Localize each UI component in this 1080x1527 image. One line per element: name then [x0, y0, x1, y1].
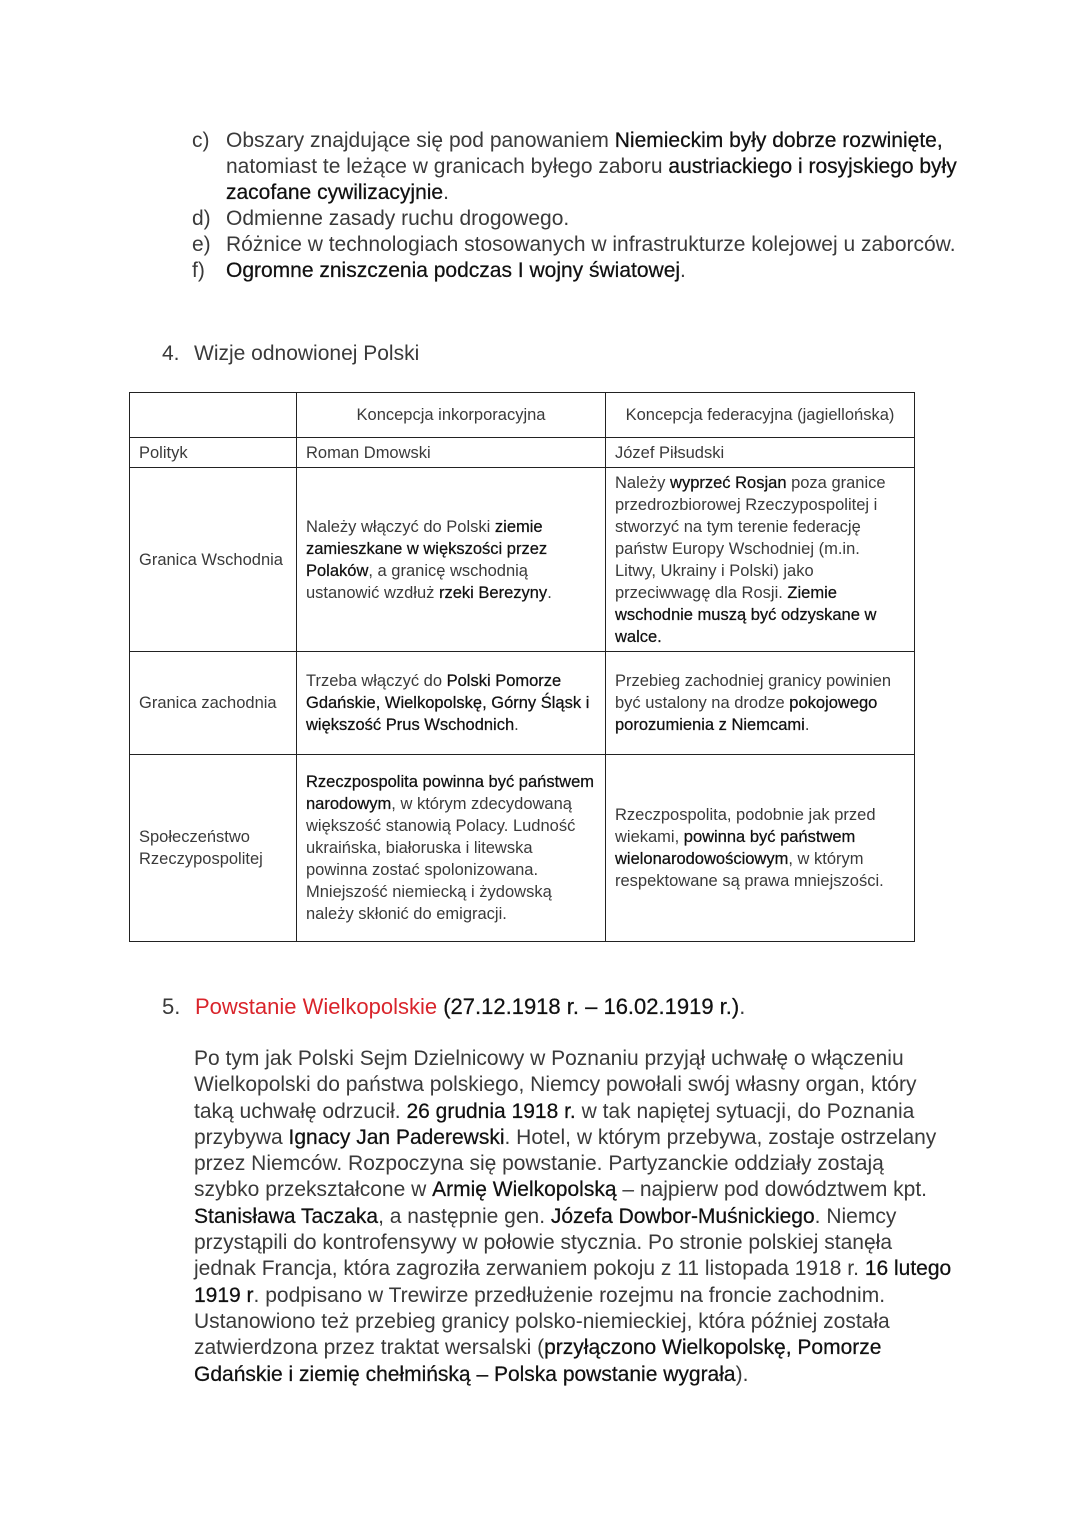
row-label: Granica zachodnia — [130, 652, 297, 755]
reasons-list — [192, 128, 962, 284]
bold-text: Rzeczpospolita powinna być państwem narodowym — [306, 773, 594, 813]
cell-incorporation — [297, 438, 606, 468]
section-4-heading — [162, 341, 419, 367]
bold-text: przyłączono Wielkopolskę, Pomorze Gdańskie i ziemię chełmińską – Polska powstanie wygrała — [194, 1336, 882, 1386]
text-run: , a następnie gen. — [378, 1204, 551, 1228]
text-run: . — [514, 716, 519, 734]
text-run: Odmienne zasady ruchu drogowego. — [226, 207, 570, 230]
text-run: Przebieg zachodniej granicy powinien być ustalony na drodze — [615, 672, 892, 712]
text-run: Po tym jak Polski Sejm Dzielnicowy w Poznaniu przyjął uchwałę o włączeniu Wielkopolski do państwa polskiego, Niemcy powołali swój własny organ, który taką uchwałę odrzucił. — [194, 1047, 917, 1123]
text-run: Obszary znajdujące się pod panowaniem — [226, 129, 615, 152]
text-run: , w którym respektowane są prawa mniejszości. — [615, 850, 884, 890]
text-run: , a granicę wschodnią ustanowić wzdłuż — [306, 561, 528, 602]
bold-text: Armię Wielkopolską — [432, 1178, 617, 1202]
bold-text: Polski Pomorze Gdańskie, Wielkopolskę, Górny Śląsk i większość Prus Wschodnich — [306, 672, 590, 734]
bold-text: austriackiego i rosyjskiego były zacofane cywilizacyjnie — [226, 155, 957, 204]
text-run: . Hotel, w którym przebywa, zostaje ostrzelany przez Niemców. Rozpoczyna się powstanie. Partyzanckie oddziały zostają szybko przekształcone w — [194, 1125, 937, 1202]
row-label: Granica Wschodnia — [130, 468, 297, 652]
table-row — [130, 652, 915, 755]
row-label: Społeczeństwo Rzeczypospolitej — [130, 755, 297, 942]
cell-federation — [606, 438, 915, 468]
table-row — [130, 468, 915, 652]
list-marker: f) — [192, 259, 205, 282]
bold-text: wyprzeć Rosjan — [670, 473, 787, 492]
section-title-dates: (27.12.1918 r. – 16.02.1919 r.) — [437, 994, 740, 1019]
header-cell-empty — [130, 393, 297, 438]
text-run: Roman Dmowski — [306, 443, 431, 462]
text-run: Rzeczpospolita, podobnie jak przed wiekami, — [615, 806, 876, 846]
list-item — [192, 258, 962, 284]
list-item — [192, 206, 962, 232]
bold-text: Ignacy Jan Paderewski — [288, 1125, 505, 1149]
text-run: Józef Piłsudski — [615, 443, 725, 462]
visions-table — [129, 392, 915, 942]
section-number: 5. — [162, 994, 181, 1019]
bold-text: rzeki Berezyny — [438, 583, 548, 602]
section-title-highlight: Powstanie Wielkopolskie — [195, 994, 438, 1019]
bold-text: Stanisława Taczaka — [194, 1204, 379, 1228]
text-run: Różnice w technologiach stosowanych w infrastrukturze kolejowej u zaborców. — [226, 233, 956, 256]
list-marker: e) — [192, 233, 211, 256]
cell-federation — [606, 652, 915, 755]
bold-text: 16 lutego 1919 r — [194, 1257, 952, 1307]
list-text — [226, 206, 962, 232]
section-5-heading — [162, 993, 745, 1021]
list-text — [226, 258, 962, 284]
row-label: Polityk — [130, 438, 297, 468]
text-run: Należy włączyć do Polski — [306, 517, 495, 536]
text-run: , w którym zdecydowaną większość stanowią Polacy. Ludność ukraińska, białoruska i litewska powinna zostać spolonizowana. Mniejszość niemiecką i żydowską należy skłonić do emigracji. — [306, 795, 576, 923]
text-run: Trzeba włączyć do — [306, 672, 447, 690]
table-row — [130, 438, 915, 468]
cell-federation — [606, 755, 915, 942]
text-run: . — [547, 583, 552, 602]
cell-incorporation — [297, 468, 606, 652]
text-run: . — [804, 716, 810, 734]
bold-text: Ziemie wschodnie muszą być odzyskane w walce. — [615, 583, 877, 646]
section-number: 4. — [162, 342, 180, 365]
bold-text: powinna być państwem wielonarodowościowym — [615, 828, 856, 868]
uprising-paragraph — [194, 1046, 954, 1388]
bold-text: Ogromne zniszczenia podczas I wojny światowej — [226, 259, 681, 282]
text-run: . Niemcy przystąpili do kontrofensywy w połowie stycznia. Po stronie polskiej stanęła jednak Francja, która zagroziła zerwaniem pokoju z 11 listopada 1918 r. — [194, 1204, 897, 1281]
bold-text: Niemieckim były dobrze rozwinięte, — [614, 129, 943, 152]
text-run: natomiast te leżące w granicach byłego zaboru — [226, 155, 669, 178]
header-cell-federation: Koncepcja federacyjna (jagiellońska) — [606, 393, 915, 438]
cell-federation — [606, 468, 915, 652]
header-cell-incorporation: Koncepcja inkorporacyjna — [297, 393, 606, 438]
table-row — [130, 755, 915, 942]
list-text — [226, 232, 962, 258]
cell-incorporation — [297, 755, 606, 942]
text-run: . — [680, 259, 686, 282]
text-run: poza granice przedrozbiorowej Rzeczypospolitej i stworzyć na tym terenie federację państw Europy Wschodniej (m.in. Litwy, Ukrainy i Polski) jako przeciwwagę dla Rosji. — [615, 473, 886, 602]
bold-text: 26 grudnia 1918 r. — [406, 1099, 576, 1123]
table-header-row — [130, 393, 915, 438]
section-title-end: . — [739, 994, 746, 1019]
section-title: Wizje odnowionej Polski — [194, 342, 420, 365]
text-run: ). — [735, 1362, 749, 1386]
bold-text: ziemie zamieszkane w większości przez Polaków — [306, 517, 548, 580]
list-item — [192, 128, 962, 206]
text-run: – najpierw pod dowództwem kpt. — [616, 1178, 927, 1202]
text-run: . podpisano w Trewirze przedłużenie rozejmu na froncie zachodnim. Ustanowiono też przebieg granicy polsko-niemieckiej, która później została zatwierdzona przez traktat wersalski ( — [194, 1283, 890, 1360]
list-item — [192, 232, 962, 258]
list-text — [226, 128, 962, 206]
text-run: w tak napiętej sytuacji, do Poznania przybywa — [194, 1099, 915, 1149]
list-marker: c) — [192, 129, 210, 152]
bold-text: Józefa Dowbor-Muśnickiego — [550, 1204, 815, 1228]
text-run: Należy — [615, 473, 671, 492]
cell-incorporation — [297, 652, 606, 755]
text-run: . — [443, 181, 449, 204]
list-marker: d) — [192, 207, 211, 230]
bold-text: pokojowego porozumienia z Niemcami — [615, 694, 878, 734]
